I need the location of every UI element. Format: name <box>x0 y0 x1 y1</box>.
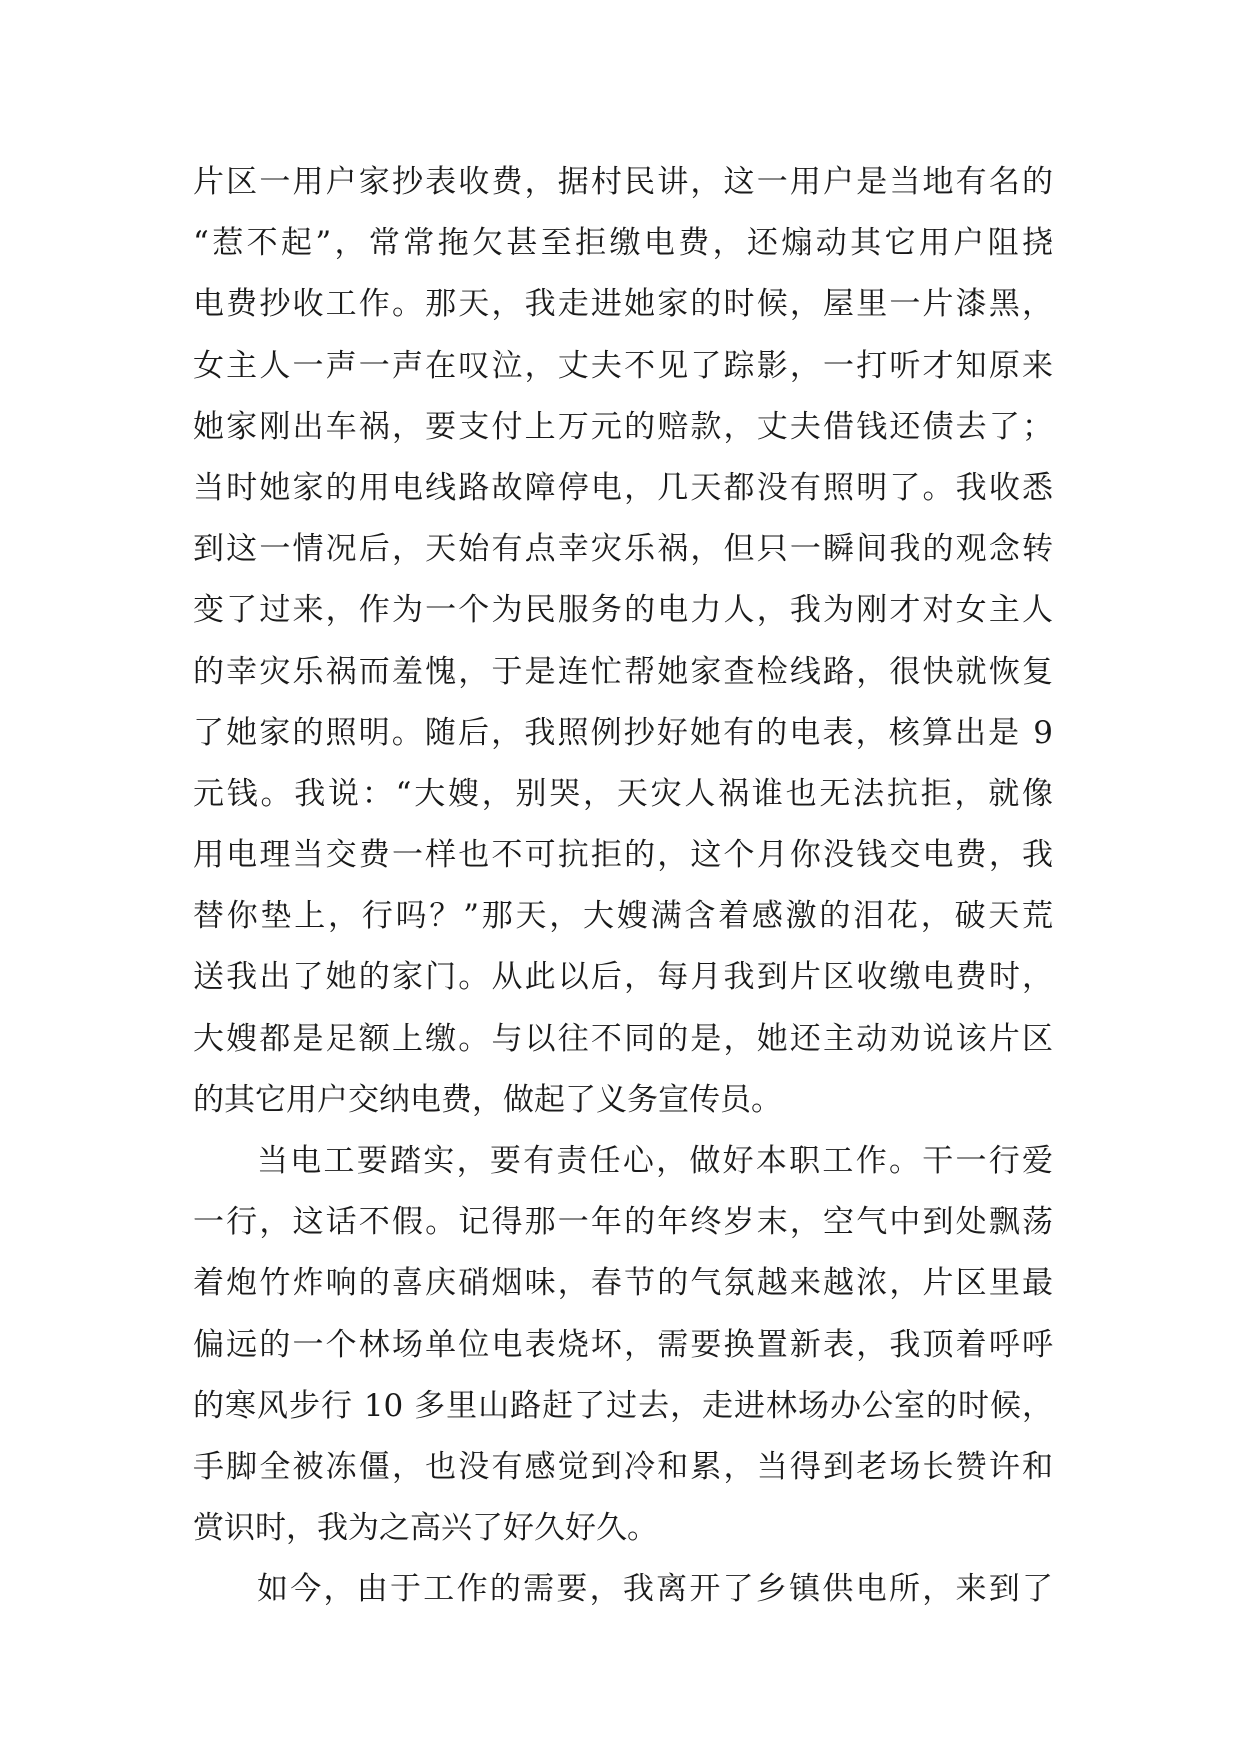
text-line: 到这一情况后，天始有点幸灾乐祸，但只一瞬间我的观念转 <box>193 531 1053 568</box>
text-line: 的幸灾乐祸而羞愧，于是连忙帮她家查检线路，很快就恢复 <box>193 653 1053 690</box>
document-body <box>193 152 1053 1621</box>
text-line: 电费抄收工作。那天，我走进她家的时候，屋里一片漆黑， <box>193 286 1053 323</box>
text-line: 的其它用户交纳电费，做起了义务宣传员。 <box>193 1081 782 1118</box>
text-line: 着炮竹炸响的喜庆硝烟味，春节的气氛越来越浓，片区里最 <box>193 1265 1053 1302</box>
text-line: 元钱。我说：“大嫂，别哭，天灾人祸谁也无法抗拒，就像 <box>193 775 1053 812</box>
text-line: 一行，这话不假。记得那一年的年终岁末，空气中到处飘荡 <box>193 1204 1053 1241</box>
text-line: “惹不起”，常常拖欠甚至拒缴电费，还煽动其它用户阻挠 <box>193 225 1053 262</box>
text-line: 她家刚出车祸，要支付上万元的赔款，丈夫借钱还债去了； <box>193 408 1053 445</box>
text-line: 片区一用户家抄表收费，据村民讲，这一用户是当地有名的 <box>193 164 1053 200</box>
paragraph-3 <box>193 1559 1053 1620</box>
text-line: 如今，由于工作的需要，我离开了乡镇供电所，来到了 <box>257 1571 1053 1608</box>
text-line: 当电工要踏实，要有责任心，做好本职工作。干一行爱 <box>257 1143 1053 1179</box>
text-line: 用电理当交费一样也不可抗拒的，这个月你没钱交电费，我 <box>193 837 1053 874</box>
text-line: 了她家的照明。随后，我照例抄好她有的电表，核算出是 9 <box>193 714 1053 751</box>
text-line: 女主人一声一声在叹泣，丈夫不见了踪影，一打听才知原来 <box>193 347 1053 384</box>
paragraph-1 <box>193 152 1053 1131</box>
text-line: 替你垫上，行吗？”那天，大嫂满含着感激的泪花，破天荒 <box>193 898 1053 935</box>
text-line: 偏远的一个林场单位电表烧坏，需要换置新表，我顶着呼呼 <box>193 1326 1053 1363</box>
text-line: 手脚全被冻僵，也没有感觉到冷和累，当得到老场长赞许和 <box>193 1448 1053 1485</box>
text-line: 赏识时，我为之高兴了好久好久。 <box>193 1510 658 1547</box>
text-line: 变了过来，作为一个为民服务的电力人，我为刚才对女主人 <box>193 592 1053 629</box>
paragraph-2 <box>193 1131 1053 1559</box>
text-line: 当时她家的用电线路故障停电，几天都没有照明了。我收悉 <box>193 469 1053 506</box>
text-line: 送我出了她的家门。从此以后，每月我到片区收缴电费时， <box>193 959 1053 996</box>
text-line: 大嫂都是足额上缴。与以往不同的是，她还主动劝说该片区 <box>193 1020 1053 1057</box>
text-line: 的寒风步行 10 多里山路赶了过去，走进林场办公室的时候， <box>193 1387 1053 1424</box>
